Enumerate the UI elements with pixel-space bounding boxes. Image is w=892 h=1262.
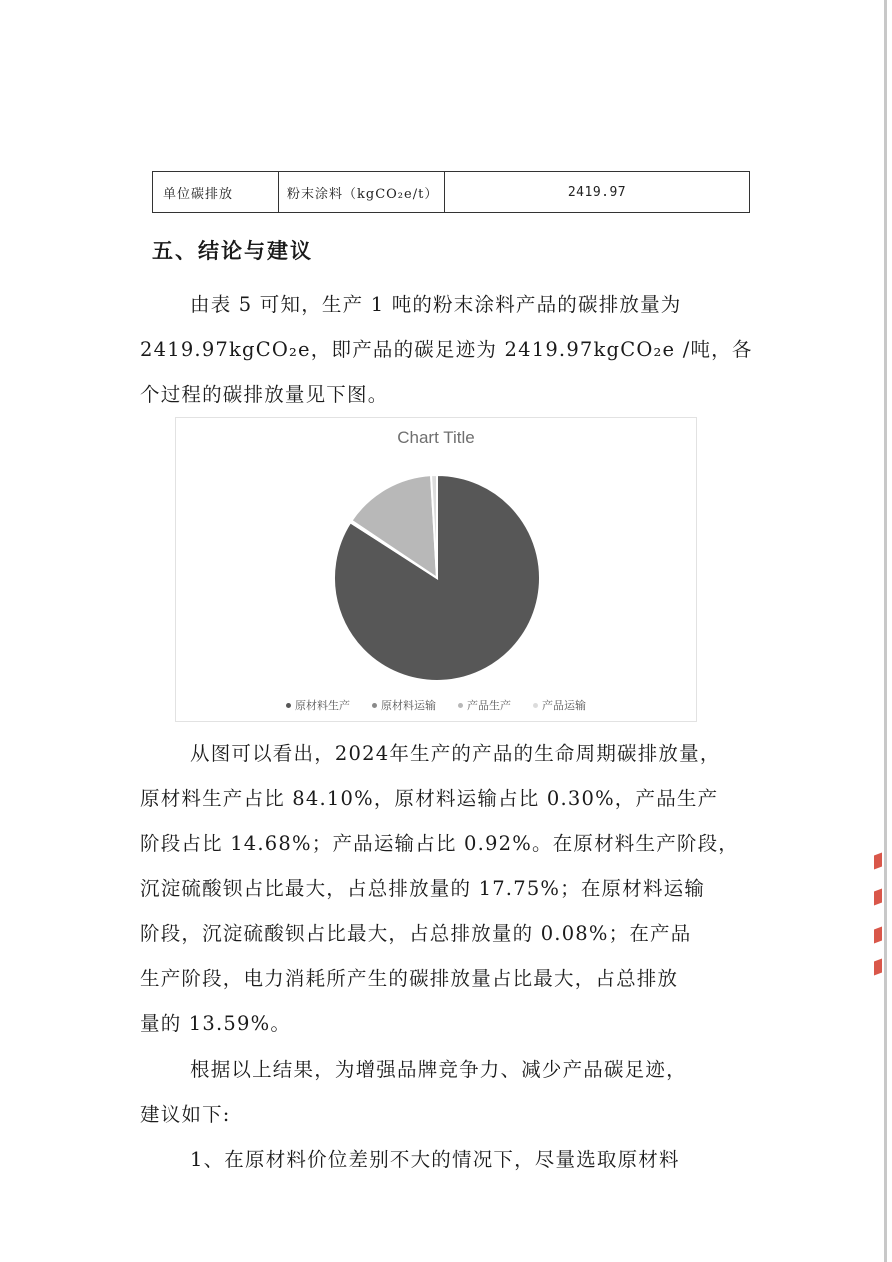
paragraph-suggestions (140, 1047, 752, 1137)
paragraph-line: 2419.97kgCO₂e，即产品的碳足迹为 2419.97kgCO₂e /吨，各 (140, 338, 753, 361)
red-seal-fragment (872, 850, 884, 980)
chart-legend (176, 697, 696, 713)
scan-edge (884, 0, 887, 1262)
table-value: 2419.97 (567, 184, 627, 200)
paragraph-suggestion-1 (140, 1137, 752, 1182)
legend-item (533, 697, 586, 713)
paragraph-intro (140, 282, 752, 417)
legend-marker (286, 703, 291, 708)
paragraph-line: 量的 13.59%。 (140, 1012, 292, 1035)
pie-chart-canvas (176, 418, 696, 721)
legend-label: 产品运输 (542, 699, 586, 712)
table-row-label: 单位碳排放 (153, 172, 279, 212)
paragraph-analysis (140, 731, 752, 1046)
paragraph-line: 建议如下: (140, 1103, 231, 1126)
paragraph-line: 1、在原材料价位差别不大的情况下，尽量选取原材料 (190, 1148, 680, 1171)
paragraph-line: 生产阶段，电力消耗所产生的碳排放量占比最大，占总排放 (140, 967, 679, 990)
paragraph-line: 从图可以看出，2024年生产的产品的生命周期碳排放量， (190, 742, 721, 765)
legend-marker (533, 703, 538, 708)
legend-label: 原材料生产 (295, 699, 350, 712)
paragraph-line: 阶段，沉淀硫酸钡占比最大，占总排放量的 0.08%；在产品 (140, 922, 692, 945)
legend-item (458, 697, 511, 713)
emission-table (152, 171, 750, 213)
section-heading: 五、结论与建议 (152, 239, 313, 263)
pie-chart (175, 417, 697, 722)
chart-title: Chart Title (397, 428, 475, 447)
legend-item (372, 697, 436, 713)
paragraph-line: 根据以上结果，为增强品牌竞争力、减少产品碳足迹， (190, 1058, 687, 1081)
paragraph-line: 由表 5 可知，生产 1 吨的粉末涂料产品的碳排放量为 (190, 293, 682, 316)
legend-marker (458, 703, 463, 708)
paragraph-line: 阶段占比 14.68%；产品运输占比 0.92%。在原材料生产阶段， (140, 832, 739, 855)
legend-marker (372, 703, 377, 708)
paragraph-line: 个过程的碳排放量见下图。 (140, 383, 389, 406)
paragraph-line: 原材料生产占比 84.10%，原材料运输占比 0.30%，产品生产 (140, 787, 719, 810)
legend-item (286, 697, 350, 713)
paragraph-line: 沉淀硫酸钡占比最大，占总排放量的 17.75%；在原材料运输 (140, 877, 706, 900)
table-product-unit: 粉末涂料（kgCO₂e/t） (279, 172, 445, 212)
legend-label: 产品生产 (467, 699, 511, 712)
legend-label: 原材料运输 (381, 699, 436, 712)
